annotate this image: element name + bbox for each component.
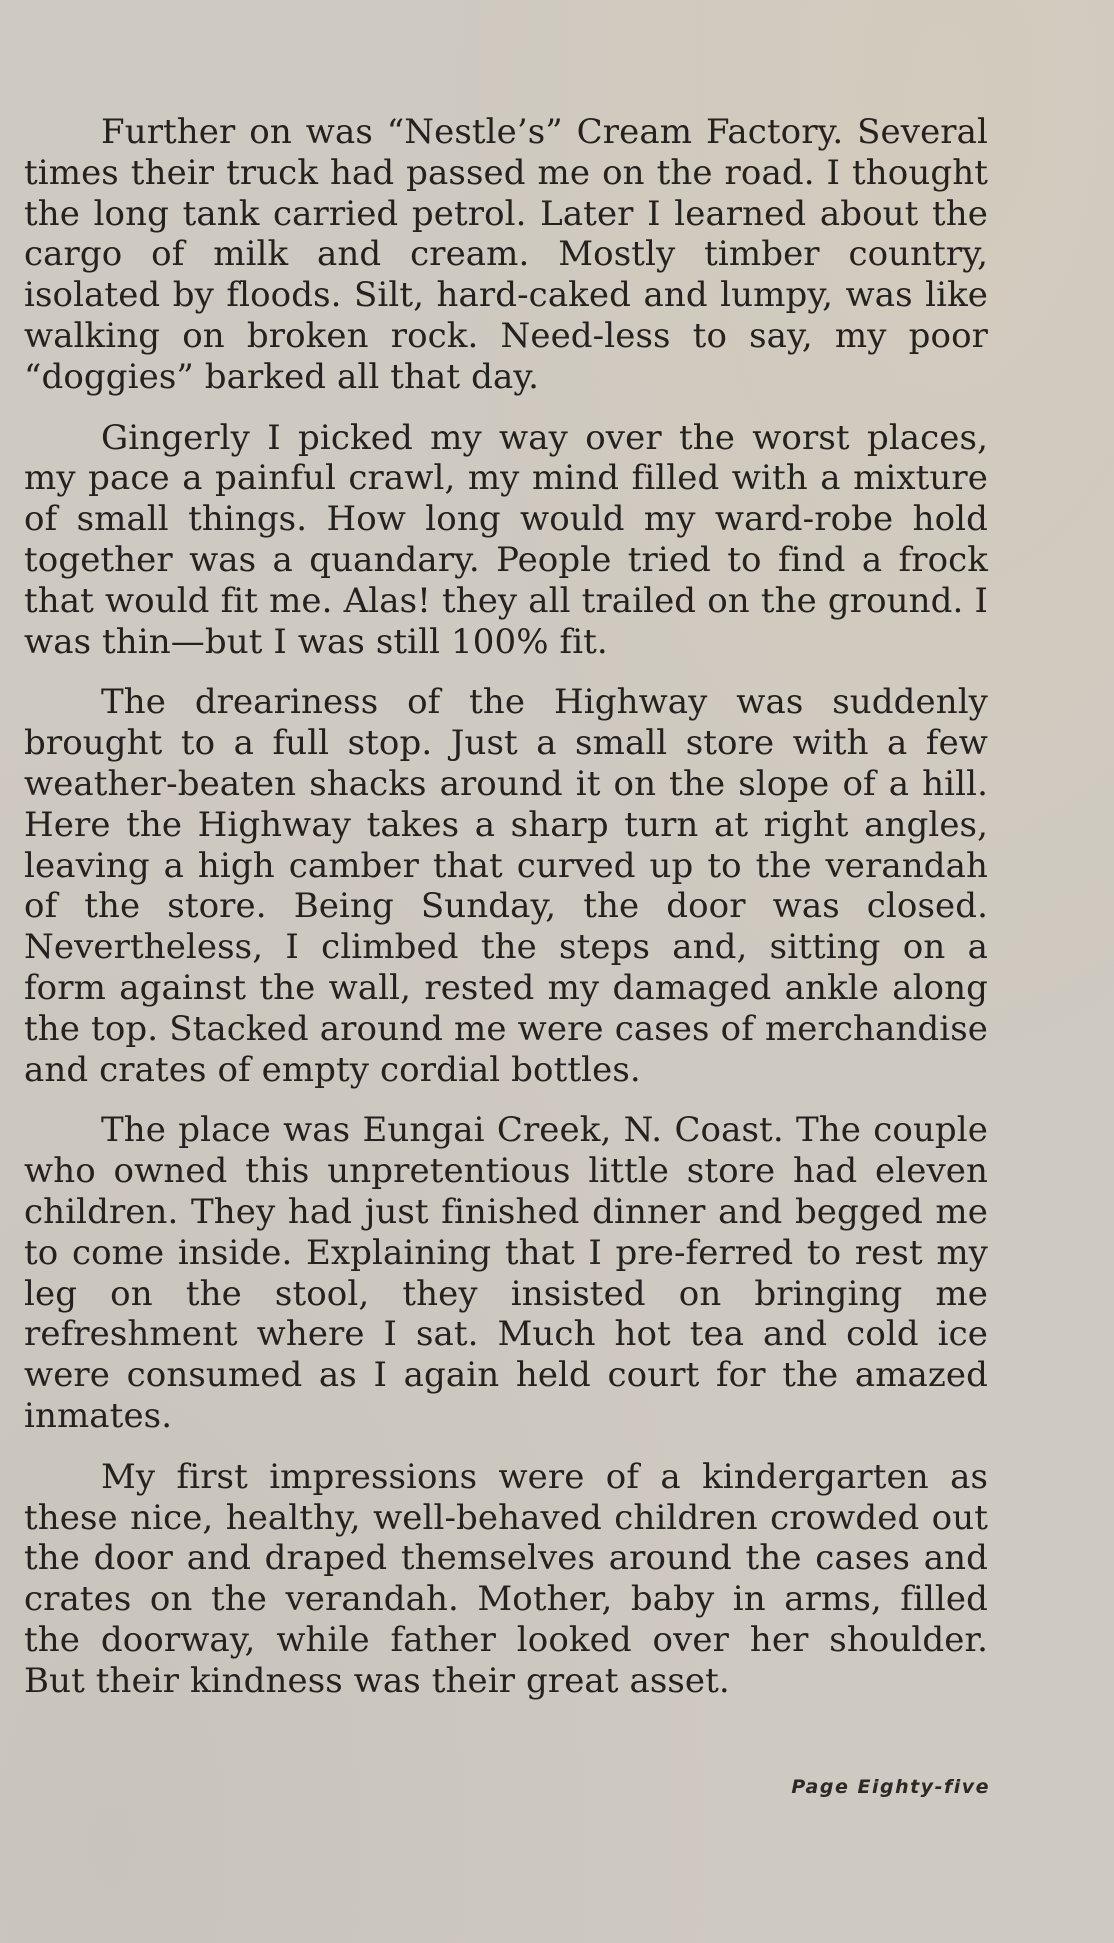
paragraph-1: Further on was “Nestle’s” Cream Factory. Several times their truck had passed me on the road. I thought the long tank carried petrol. Later I learned about the cargo of milk and cream. Mostly timber country, isolated by floods. Silt, hard-caked and lumpy, was like walking on broken rock. Need-less to say, my poor “doggies” barked all that day. bbox=[24, 112, 988, 397]
body-text bbox=[24, 112, 988, 1721]
paragraph-2: Gingerly I picked my way over the worst places, my pace a painful crawl, my mind filled with a mixture of small things. How long would my ward-robe hold together was a quandary. People tried to find a frock that would fit me. Alas! they all trailed on the ground. I was thin—but I was still 100% fit. bbox=[24, 417, 988, 662]
paragraph-4: The place was Eungai Creek, N. Coast. The couple who owned this unpretentious little store had eleven children. They had just finished dinner and begged me to come inside. Explaining that I pre-ferred to rest my leg on the stool, they insisted on bringing me refreshment where I sat. Much hot tea and cold ice were consumed as I again held court for the amazed inmates. bbox=[24, 1110, 988, 1436]
page-number: Page Eighty-five bbox=[791, 1776, 990, 1798]
paragraph-5: My first impressions were of a kindergarten as these nice, healthy, well-behaved children crowded out the door and draped themselves around the cases and crates on the verandah. Mother, baby in arms, filled the doorway, while father looked over her shoulder. But their kindness was their great asset. bbox=[24, 1456, 988, 1701]
paragraph-3: The dreariness of the Highway was suddenly brought to a full stop. Just a small store with a few weather-beaten shacks around it on the slope of a hill. Here the Highway takes a sharp turn at right angles, leaving a high camber that curved up to the verandah of the store. Being Sunday, the door was closed. Nevertheless, I climbed the steps and, sitting on a form against the wall, rested my damaged ankle along the top. Stacked around me were cases of merchandise and crates of empty cordial bottles. bbox=[24, 682, 988, 1090]
